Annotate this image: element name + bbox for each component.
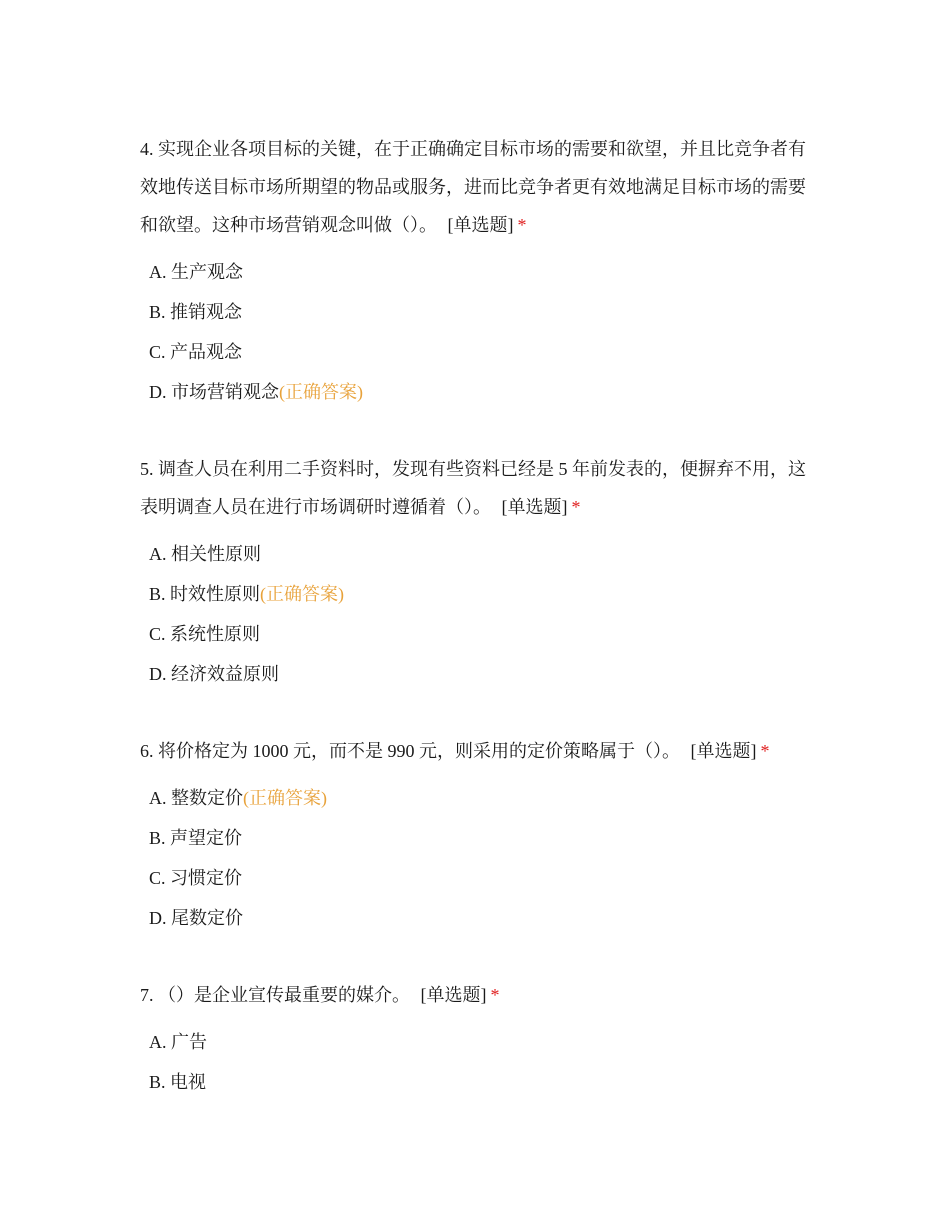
option-b[interactable]: B. 时效性原则(正确答案) bbox=[149, 584, 345, 604]
question-type: [单选题] bbox=[690, 741, 757, 761]
option-c[interactable]: C. 习惯定价 bbox=[149, 868, 243, 888]
question-number: 4. bbox=[140, 139, 154, 159]
question-5 bbox=[140, 450, 820, 694]
options-list bbox=[140, 252, 820, 412]
required-mark: * bbox=[760, 741, 770, 761]
question-number: 5. bbox=[140, 459, 154, 479]
option-d[interactable]: D. 经济效益原则 bbox=[149, 664, 279, 684]
option-a[interactable]: A. 广告 bbox=[149, 1032, 207, 1052]
option-d[interactable]: D. 市场营销观念(正确答案) bbox=[149, 382, 363, 402]
question-stem: （）是企业宣传最重要的媒介。 bbox=[158, 985, 410, 1005]
option-d[interactable]: D. 尾数定价 bbox=[149, 908, 243, 928]
question-text bbox=[140, 732, 820, 770]
question-stem: 实现企业各项目标的关键，在于正确确定目标市场的需要和欲望，并且比竞争者有效地传送目标市场所期望的物品或服务，进而比竞争者更有效地满足目标市场的需要和欲望。这种市场营销观念叫做（）。 bbox=[140, 139, 806, 235]
option-b[interactable]: B. 声望定价 bbox=[149, 828, 243, 848]
option-a[interactable]: A. 生产观念 bbox=[149, 262, 243, 282]
options-list bbox=[140, 534, 820, 694]
question-text bbox=[140, 450, 820, 526]
correct-answer-tag: (正确答案) bbox=[243, 788, 327, 808]
question-stem: 将价格定为 1000 元，而不是 990 元，则采用的定价策略属于（）。 bbox=[158, 741, 680, 761]
option-a[interactable]: A. 相关性原则 bbox=[149, 544, 261, 564]
question-6 bbox=[140, 732, 820, 938]
question-type: [单选题] bbox=[501, 497, 568, 517]
question-number: 6. bbox=[140, 741, 154, 761]
question-number: 7. bbox=[140, 985, 154, 1005]
question-type: [单选题] bbox=[447, 215, 514, 235]
quiz-page bbox=[140, 130, 820, 1140]
question-type: [单选题] bbox=[420, 985, 487, 1005]
required-mark: * bbox=[571, 497, 581, 517]
option-a[interactable]: A. 整数定价(正确答案) bbox=[149, 788, 327, 808]
options-list bbox=[140, 778, 820, 938]
required-mark: * bbox=[517, 215, 527, 235]
required-mark: * bbox=[490, 985, 500, 1005]
question-text bbox=[140, 130, 820, 244]
option-b[interactable]: B. 推销观念 bbox=[149, 302, 243, 322]
question-stem: 调查人员在利用二手资料时，发现有些资料已经是 5 年前发表的，便摒弃不用，这表明调查人员在进行市场调研时遵循着（）。 bbox=[140, 459, 806, 517]
option-c[interactable]: C. 系统性原则 bbox=[149, 624, 261, 644]
question-text bbox=[140, 976, 820, 1014]
correct-answer-tag: (正确答案) bbox=[279, 382, 363, 402]
correct-answer-tag: (正确答案) bbox=[260, 584, 345, 604]
question-4 bbox=[140, 130, 820, 412]
options-list bbox=[140, 1022, 820, 1102]
option-c[interactable]: C. 产品观念 bbox=[149, 342, 243, 362]
question-7 bbox=[140, 976, 820, 1102]
option-b[interactable]: B. 电视 bbox=[149, 1072, 207, 1092]
